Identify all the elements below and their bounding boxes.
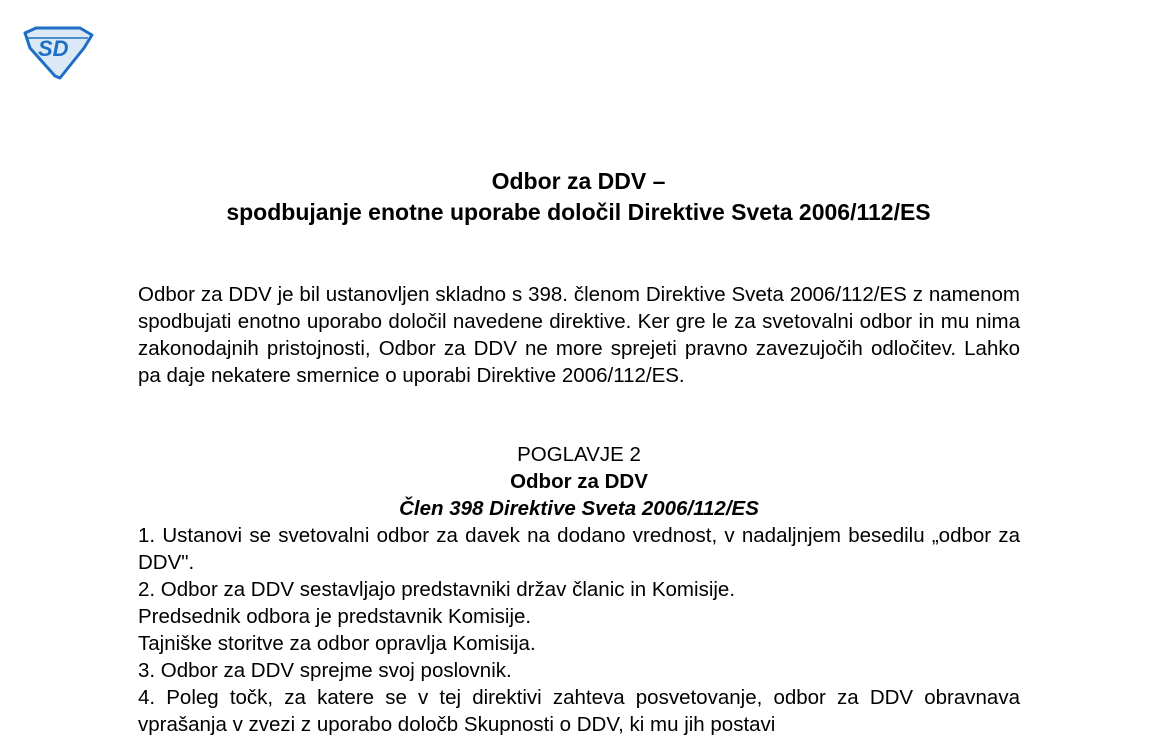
article-paragraph: 3. Odbor za DDV sprejme svoj poslovnik. — [138, 659, 512, 682]
article-heading: Člen 398 Direktive Sveta 2006/112/ES — [399, 497, 759, 520]
title-line-2: spodbujanje enotne uporabe določil Direktive Sveta 2006/112/ES — [226, 199, 931, 225]
article-paragraph: Predsednik odbora je predstavnik Komisije. — [138, 605, 532, 628]
article-paragraph: 1. Ustanovi se svetovalni odbor za davek na dodano vrednost, v nadaljnjem besedilu „odbor za DDV". — [138, 524, 1020, 574]
article-paragraph: 2. Odbor za DDV sestavljajo predstavniki držav članic in Komisije. — [138, 578, 736, 601]
document-title — [0, 166, 1157, 228]
svg-text:SD: SD — [38, 36, 69, 61]
sd-logo-icon — [22, 26, 94, 80]
chapter-subheading: Odbor za DDV — [510, 470, 648, 493]
chapter-heading: POGLAVJE 2 — [517, 443, 641, 466]
intro-text: Odbor za DDV je bil ustanovljen skladno s 398. členom Direktive Sveta 2006/112/ES z namenom spodbujati enotno uporabo določil navedene direktive. Ker gre le za svetovalni odbor in mu nima zakonodajnih pristojnosti, Odbor za DDV ne more sprejeti pravno zavezujočih odločitev. Lahko pa daje nekatere smernice o uporabi Direktive 2006/112/ES. — [138, 283, 1020, 387]
article-paragraph: 4. Poleg točk, za katere se v tej direktivi zahteva posvetovanje, odbor za DDV obravnava vprašanja v zvezi z uporabo določb Skupnosti o DDV, ki mu jih postavi — [138, 686, 1020, 736]
article-paragraph: Tajniške storitve za odbor opravlja Komisija. — [138, 632, 536, 655]
intro-paragraph — [138, 281, 1020, 389]
title-line-1: Odbor za DDV – — [491, 168, 666, 194]
chapter-section — [138, 441, 1020, 738]
